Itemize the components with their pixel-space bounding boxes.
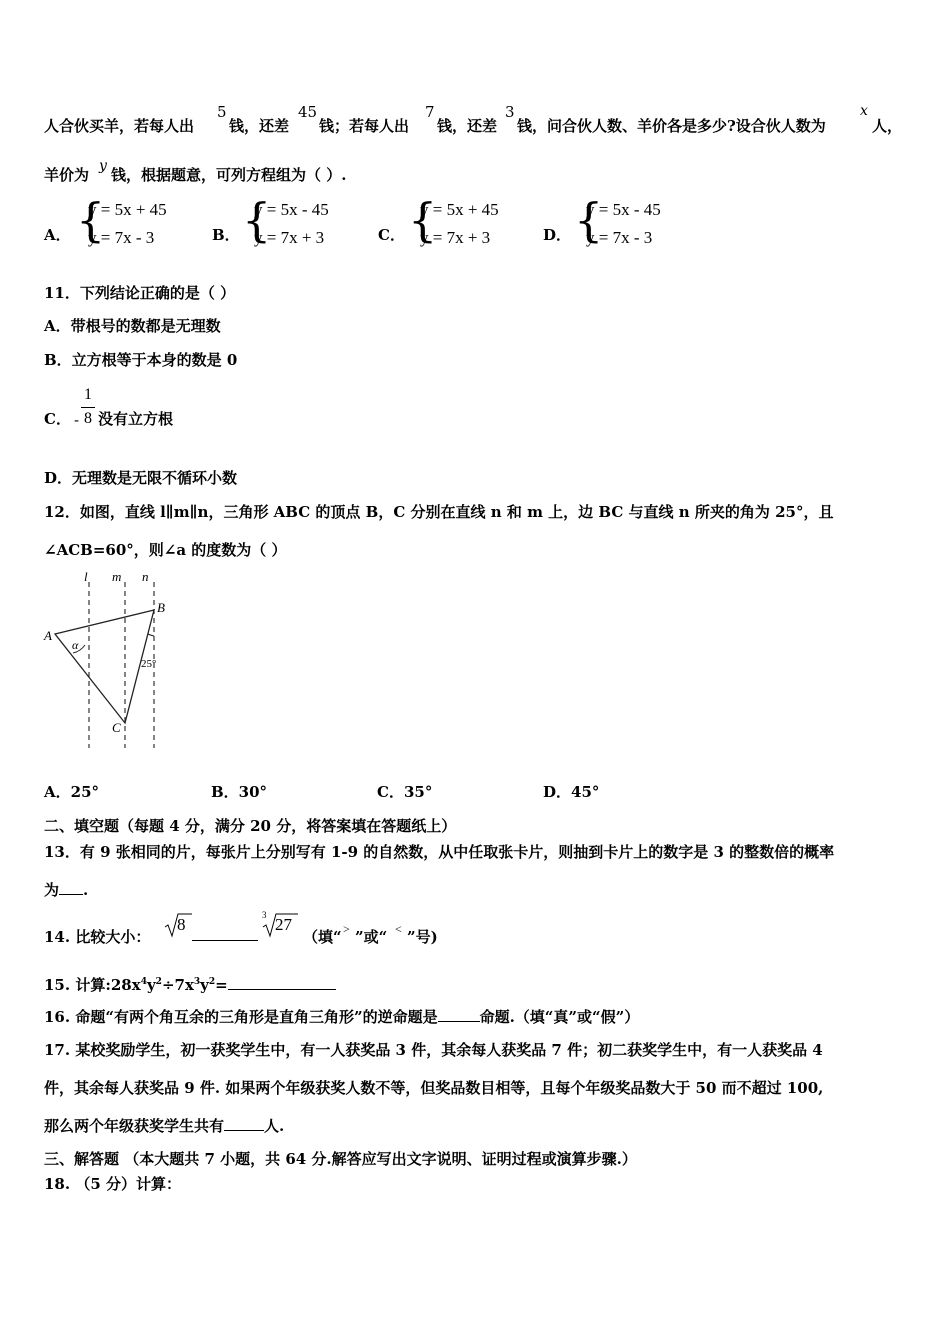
- q17-line3: [44, 1116, 284, 1135]
- q10-text-2: 钱，还差: [229, 117, 290, 135]
- q13-line1: 13．有 9 张相同的片，每张片上分别写有 1-9 的自然数，从中任取张卡片，则抽到卡片上的数字是 3 的整数倍的概率: [44, 843, 835, 861]
- q12-option-d[interactable]: D．45°: [543, 783, 600, 801]
- q15-equals: =: [215, 976, 228, 994]
- label-m: m: [112, 569, 122, 584]
- label-alpha: α: [72, 638, 79, 652]
- equation-system: [254, 196, 329, 252]
- q12-line2: ∠ACB=60°，则∠a 的度数为（ ）: [44, 541, 287, 559]
- equation-1: y = 5x - 45: [254, 200, 329, 219]
- q12-option-c[interactable]: C．35°: [377, 783, 433, 801]
- equation-2: y = 7x - 3: [88, 228, 155, 247]
- equation-system: [586, 196, 661, 252]
- q14-pre: 14. 比较大小：: [44, 928, 151, 946]
- q14-radicand-b: 27: [275, 915, 292, 934]
- q17-answer-blank[interactable]: [224, 1116, 264, 1131]
- brace-icon: {: [242, 193, 272, 247]
- q10-text-6: 人，: [872, 117, 903, 135]
- q11-option-b[interactable]: B．立方根等于本身的数是 0: [44, 351, 238, 369]
- option-label: C．: [378, 226, 405, 244]
- equation-system: [420, 196, 499, 252]
- fraction-numerator: 1: [84, 386, 92, 403]
- q15-mid: ÷7x: [161, 976, 194, 994]
- fraction-bar: [81, 407, 95, 408]
- q15-exp-1: 4: [140, 977, 147, 987]
- q16-pre: 16. 命题“有两个角互余的三角形是直角三角形”的逆命题是: [44, 1008, 438, 1026]
- q12-option-b[interactable]: B．30°: [211, 783, 268, 801]
- q17-pre: 那么两个年级获奖学生共有: [44, 1117, 225, 1135]
- brace-icon: {: [76, 193, 106, 247]
- q10-num-5: 5: [217, 103, 227, 121]
- q10-num-7: 7: [425, 103, 435, 121]
- q14-root-index: 3: [262, 910, 267, 920]
- option-label: B．: [212, 226, 240, 244]
- q17-line1: 17. 某校奖励学生，初一获奖学生中，有一人获奖品 3 件，其余每人获奖品 7 件；初二获奖学生中，有一人获奖品 4: [44, 1041, 823, 1059]
- q17-line2: 件，其余每人获奖品 9 件. 如果两个年级获奖人数不等，但奖品数目相等，且每个年级奖品数大于 50 而不超过 100,: [44, 1079, 824, 1097]
- q15-var-y1: y: [146, 976, 156, 994]
- q11-stem: 11．下列结论正确的是（ ）: [44, 284, 236, 302]
- section2-heading: 二、填空题（每题 4 分，满分 20 分，将答案填在答题纸上）: [44, 817, 457, 835]
- q14-greater-than: >: [343, 922, 350, 936]
- q10-text-3: 钱；若每人出: [319, 117, 410, 135]
- q17-post: 人.: [264, 1117, 285, 1135]
- equation-1: y = 5x - 45: [586, 200, 661, 219]
- equation-2: y = 7x + 3: [420, 228, 491, 247]
- q16-answer-blank[interactable]: [438, 1007, 480, 1022]
- minus-sign: -: [74, 411, 80, 429]
- option-label: A．: [44, 226, 71, 244]
- section3-heading: 三、解答题 （本大题共 7 小题，共 64 分.解答应写出文字说明、证明过程或演算步骤.）: [44, 1150, 637, 1168]
- equation-2: y = 7x - 3: [586, 228, 653, 247]
- angle-25-arc: [148, 634, 154, 636]
- q14-answer-blank[interactable]: [192, 926, 258, 941]
- label-25-degrees: 25°: [141, 658, 157, 670]
- equation-2: y = 7x + 3: [254, 228, 325, 247]
- q15-pre: 15. 计算:28x: [44, 976, 141, 994]
- brace-icon: {: [574, 193, 604, 247]
- q15: [44, 973, 336, 994]
- q11-option-d[interactable]: D．无理数是无限不循环小数: [44, 469, 238, 487]
- q18-stem: 18. （5 分）计算：: [44, 1175, 181, 1193]
- q14-post-c: ”号): [407, 928, 438, 946]
- q10-text-5: 钱，问合伙人数、羊价各是多少?设合伙人数为: [517, 117, 826, 135]
- q14-post-b: ”或“: [355, 928, 388, 946]
- option-text: 没有立方根: [98, 410, 174, 428]
- label-b: B: [157, 600, 165, 615]
- brace-icon: {: [408, 193, 438, 247]
- q13-post: .: [83, 881, 89, 899]
- q10-num-3: 3: [505, 103, 515, 121]
- q12-figure: [40, 568, 180, 753]
- q10-text-1: 人合伙买羊，若每人出: [44, 117, 195, 135]
- q16-post: 命题.（填“真”或“假”）: [479, 1008, 640, 1026]
- option-label: C．: [44, 410, 71, 428]
- q12-line1: 12．如图，直线 l∥m∥n，三角形 ABC 的顶点 B，C 分别在直线 n 和 m 上，边 BC 与直线 n 所夹的角为 25°，且: [44, 503, 834, 521]
- q16: [44, 1007, 639, 1026]
- equation-1: y = 5x + 45: [420, 200, 499, 219]
- triangle-abc: [55, 610, 157, 723]
- q10-text-4: 钱，还差: [437, 117, 498, 135]
- equation-system: [88, 196, 167, 252]
- q10-text-8: 钱，根据题意，可列方程组为（ ）.: [111, 166, 347, 184]
- q12-option-a[interactable]: A．25°: [44, 783, 100, 801]
- q13-pre: 为: [44, 881, 60, 899]
- q10-text-7: 羊价为: [44, 166, 90, 184]
- label-c: C: [112, 720, 121, 735]
- label-n: n: [142, 569, 149, 584]
- q14-radicand-a: 8: [177, 915, 186, 934]
- q13-line2: [44, 880, 88, 899]
- fraction-denominator: 8: [84, 410, 92, 427]
- q14-less-than: <: [395, 922, 402, 936]
- q15-exp-3: 3: [193, 977, 201, 987]
- q15-exp-4: 2: [208, 977, 216, 987]
- q11-option-a[interactable]: A．带根号的数都是无理数: [44, 317, 221, 335]
- option-label: D．: [543, 226, 572, 244]
- q15-exp-2: 2: [155, 977, 162, 987]
- label-l: l: [84, 569, 88, 584]
- q13-answer-blank[interactable]: [59, 880, 83, 895]
- q15-var-y2: y: [200, 976, 209, 994]
- label-a: A: [44, 628, 52, 643]
- equation-1: y = 5x + 45: [88, 200, 167, 219]
- q15-answer-blank[interactable]: [228, 975, 336, 990]
- q10-var-x: x: [860, 103, 868, 119]
- q14-post-a: （填“: [303, 928, 342, 946]
- q10-var-y: y: [99, 158, 107, 174]
- q10-num-45: 45: [298, 103, 318, 121]
